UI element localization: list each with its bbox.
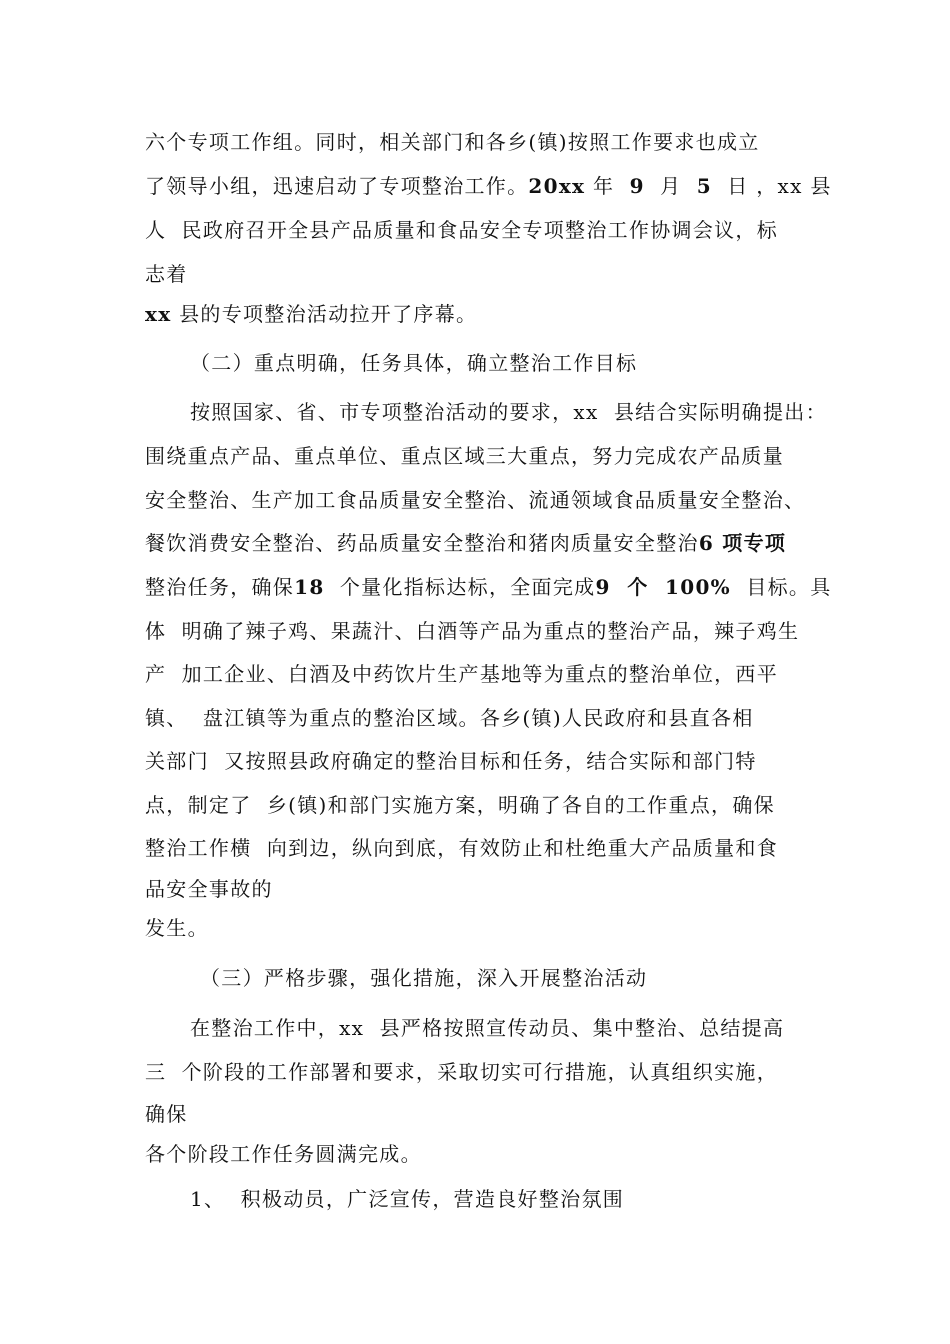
body-line: 三 个阶段的工作部署和要求，采取切实可行措施，认真组织实施， bbox=[145, 1060, 779, 1084]
body-line: 点，制定了 乡(镇)和部门实施方案，明确了各自的工作重点，确保 bbox=[145, 793, 775, 817]
body-line: 各个阶段工作任务圆满完成。 bbox=[145, 1142, 422, 1166]
body-line: 体 明确了辣子鸡、果蔬汁、白酒等产品为重点的整治产品，辣子鸡生 bbox=[145, 619, 800, 643]
body-line: 确保 bbox=[145, 1102, 188, 1126]
body-line: 关部门 又按照县政府确定的整治目标和任务，结合实际和部门特 bbox=[145, 749, 757, 773]
section-heading: （三）严格步骤，强化措施，深入开展整治活动 bbox=[200, 966, 648, 990]
county-abbr: xx bbox=[145, 302, 172, 326]
year-value: 20xx bbox=[528, 174, 586, 198]
text-run: 餐饮消费安全整治、药品质量安全整治和猪肉质量安全整治 bbox=[145, 531, 699, 555]
text-run: 日 ，xx 县 bbox=[711, 174, 832, 198]
bold-run: 6 项专项 bbox=[698, 531, 787, 555]
section-heading: （二）重点明确，任务具体，确立整治工作目标 bbox=[190, 351, 638, 375]
month-value: 9 bbox=[629, 174, 645, 198]
body-line: 镇、 盘江镇等为重点的整治区域。各乡(镇)人民政府和县直各相 bbox=[145, 706, 754, 730]
body-line: 在整治工作中，xx 县严格按照宣传动员、集中整治、总结提高 bbox=[190, 1016, 785, 1040]
body-line: 人 民政府召开全县产品质量和食品安全专项整治工作协调会议，标 bbox=[145, 218, 779, 242]
body-line: 发生。 bbox=[145, 916, 209, 940]
body-line: 整治工作横 向到边，纵向到底，有效防止和杜绝重大产品质量和食 bbox=[145, 836, 779, 860]
text-run: 月 bbox=[644, 174, 697, 198]
body-line: 产 加工企业、白酒及中药饮片生产基地等为重点的整治单位，西平 bbox=[145, 662, 779, 686]
body-line bbox=[145, 573, 832, 601]
body-line: 围绕重点产品、重点单位、重点区域三大重点，努力完成农产品质量 bbox=[145, 444, 784, 468]
subsection-heading: 1、 积极动员，广泛宣传，营造良好整治氛围 bbox=[190, 1187, 625, 1211]
body-line: 六个专项工作组。同时，相关部门和各乡(镇)按照工作要求也成立 bbox=[145, 130, 760, 154]
body-line: 志着 bbox=[145, 262, 188, 286]
body-line bbox=[145, 529, 786, 557]
text-run: 个量化指标达标，全面完成 bbox=[324, 575, 596, 599]
text-run: 了领导小组，迅速启动了专项整治工作。 bbox=[145, 174, 529, 198]
text-run: 目标。具 bbox=[731, 575, 832, 599]
bold-run: 9 个 100% bbox=[595, 575, 731, 599]
day-value: 5 bbox=[696, 174, 712, 198]
body-line: 品安全事故的 bbox=[145, 877, 273, 901]
text-run: 年 bbox=[585, 174, 630, 198]
bold-run: 18 bbox=[294, 575, 325, 599]
text-run: 整治任务，确保 bbox=[145, 575, 295, 599]
body-line bbox=[145, 300, 477, 328]
body-line: 安全整治、生产加工食品质量安全整治、流通领域食品质量安全整治、 bbox=[145, 488, 806, 512]
body-line: 按照国家、省、市专项整治活动的要求，xx 县结合实际明确提出： bbox=[190, 400, 827, 424]
text-run: 县的专项整治活动拉开了序幕。 bbox=[171, 302, 478, 326]
body-line bbox=[145, 172, 832, 200]
